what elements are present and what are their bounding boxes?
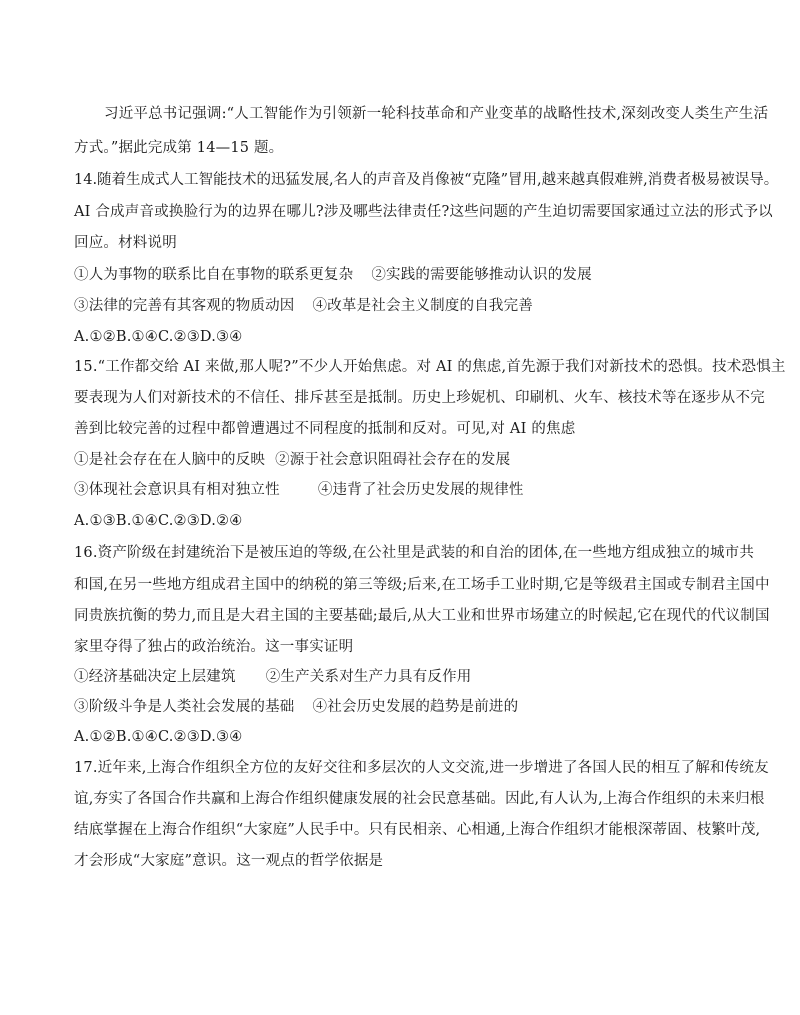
q14-choices: A.①②B.①④C.②③D.③④ bbox=[74, 329, 243, 345]
q16-options-row-1 bbox=[74, 667, 472, 687]
intro-line-1: 习近平总书记强调:“人工智能作为引领新一轮科技革命和产业变革的战略性技术,深刻改变人类生产生活 bbox=[104, 106, 769, 122]
q16-stem-line-3: 同贵族抗衡的势力,而且是大君主国的主要基础;最后,从大工业和世界市场建立的时候起,它在现代的代议制国 bbox=[74, 608, 770, 624]
q14-options-row-2 bbox=[74, 296, 533, 316]
q16-option-1: ①经济基础决定上层建筑 bbox=[74, 669, 236, 685]
q17-stem-line-1: 17.近年来,上海合作组织全方位的友好交往和多层次的人文交流,进一步增进了各国人民的相互了解和传统友 bbox=[74, 760, 769, 776]
q15-option-4: ④违背了社会历史发展的规律性 bbox=[317, 482, 524, 498]
q14-stem-line-3: 回应。材料说明 bbox=[74, 235, 177, 251]
q16-stem-line-2: 和国,在另一些地方组成君主国中的纳税的第三等级;后来,在工场手工业时期,它是等级君主国或专制君主国中 bbox=[74, 577, 770, 593]
q17-stem-line-4: 才会形成“大家庭”意识。这一观点的哲学依据是 bbox=[74, 853, 384, 869]
q14-stem-line-2: AI 合成声音或换脸行为的边界在哪儿?涉及哪些法律责任?这些问题的产生迫切需要国家通过立法的形式予以 bbox=[74, 204, 773, 220]
q14-stem-line-1: 14.随着生成式人工智能技术的迅猛发展,名人的声音及肖像被“克隆”冒用,越来越真假难辨,消费者极易被误导。 bbox=[74, 172, 779, 188]
q15-options-row-1 bbox=[74, 450, 510, 470]
q16-option-2: ②生产关系对生产力具有反作用 bbox=[265, 669, 472, 685]
q15-option-3: ③体现社会意识具有相对独立性 bbox=[74, 482, 280, 498]
q14-options-row-1 bbox=[74, 265, 592, 285]
q14-option-3: ③法律的完善有其客观的物质动因 bbox=[74, 298, 295, 314]
q17-stem-line-2: 谊,夯实了各国合作共赢和上海合作组织健康发展的社会民意基础。因此,有人认为,上海合作组织的未来归根 bbox=[74, 791, 765, 807]
q14-option-2: ②实践的需要能够推动认识的发展 bbox=[371, 267, 592, 283]
q16-option-4: ④社会历史发展的趋势是前进的 bbox=[312, 699, 519, 715]
intro-line-2: 方式。”据此完成第 14—15 题。 bbox=[74, 140, 284, 156]
q16-choices: A.①②B.①④C.②③D.③④ bbox=[74, 729, 243, 745]
q16-option-3: ③阶级斗争是人类社会发展的基础 bbox=[74, 699, 295, 715]
q16-options-row-2 bbox=[74, 697, 518, 717]
q17-stem-line-3: 结底掌握在上海合作组织“大家庭”人民手中。只有民相亲、心相通,上海合作组织才能根深蒂固、枝繁叶茂, bbox=[74, 822, 761, 838]
q16-stem-line-1: 16.资产阶级在封建统治下是被压迫的等级,在公社里是武装的和自治的团体,在一些地方组成独立的城市共 bbox=[74, 545, 755, 561]
q15-option-2: ②源于社会意识阻碍社会存在的发展 bbox=[275, 452, 511, 468]
q15-stem-line-3: 善到比较完善的过程中都曾遭遇过不同程度的抵制和反对。可见,对 AI 的焦虑 bbox=[74, 421, 576, 437]
q15-options-row-2 bbox=[74, 480, 524, 500]
q16-stem-line-4: 家里夺得了独占的政治统治。这一事实证明 bbox=[74, 639, 354, 655]
q15-option-1: ①是社会存在在人脑中的反映 bbox=[74, 452, 266, 468]
q14-option-4: ④改革是社会主义制度的自我完善 bbox=[312, 298, 533, 314]
q15-stem-line-2: 要表现为人们对新技术的不信任、排斥甚至是抵制。历史上珍妮机、印刷机、火车、核技术等在逐步从不完 bbox=[74, 390, 765, 406]
q15-stem-line-1: 15.“工作都交给 AI 来做,那人呢?”不少人开始焦虑。对 AI 的焦虑,首先源于我们对新技术的恐惧。技术恐惧主 bbox=[74, 359, 786, 375]
q15-choices: A.①③B.①④C.②③D.②④ bbox=[74, 513, 243, 529]
q14-option-1: ①人为事物的联系比自在事物的联系更复杂 bbox=[74, 267, 354, 283]
